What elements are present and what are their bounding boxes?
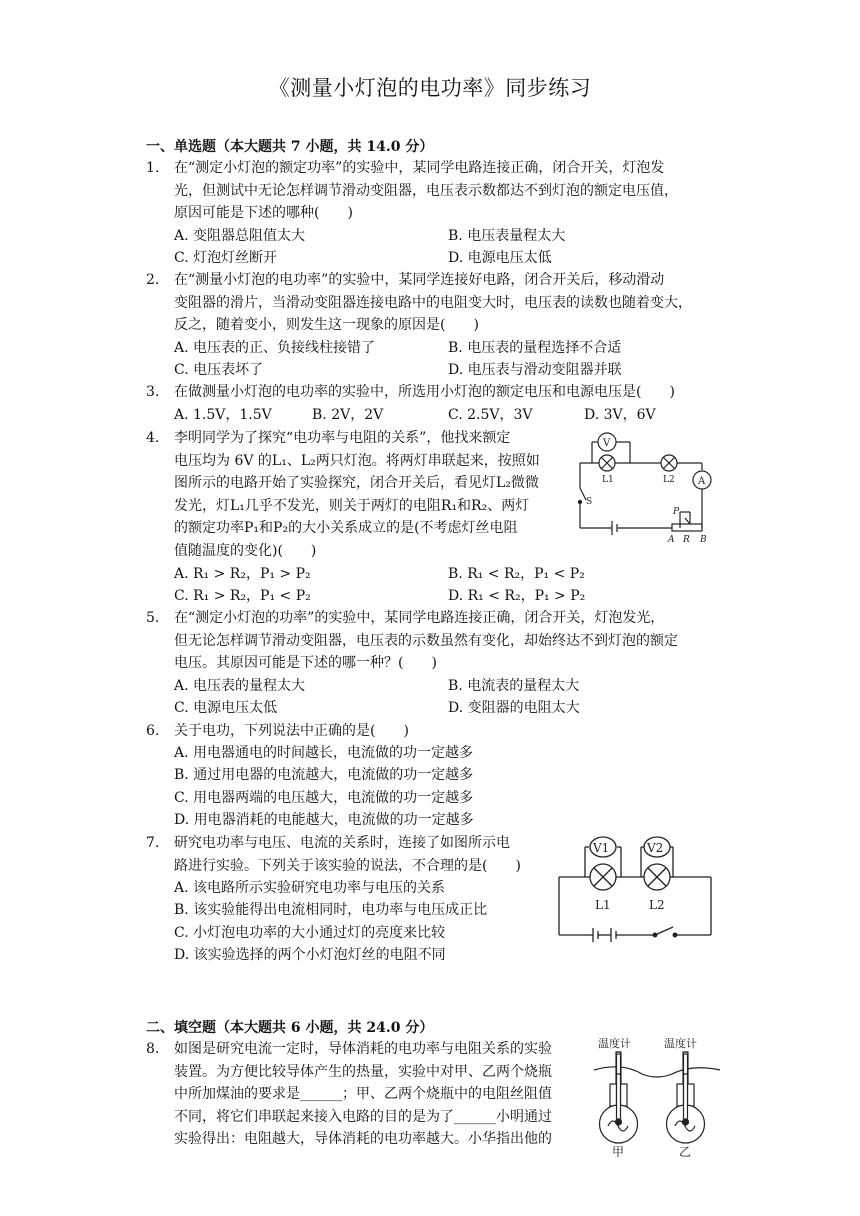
fig-label: V2: [647, 841, 664, 855]
question-number: 2.: [146, 272, 160, 288]
question-line: 但无论怎样调节滑动变阻器，电压表的示数虽然有变化，却始终达不到灯泡的额定: [174, 632, 678, 649]
fig-label: V1: [593, 841, 610, 855]
fig-label: 温度计: [664, 1037, 697, 1050]
section-heading-fill-blank: 二、填空题（本大题共 6 小题，共 24.0 分）: [146, 1020, 434, 1036]
question-line: 电压均为 6V 的L₁、L₂两只灯泡。将两灯串联起来，按照如: [174, 452, 540, 469]
question-line: 的额定功率P₁和P₂的大小关系成立的是(不考虑灯丝电阻: [174, 520, 518, 536]
question-line: 不同，将它们串联起来接入电路的目的是为了______小明通过: [174, 1108, 552, 1125]
question-line: 在“测定小灯泡的功率”的实验中，某同学电路连接正确，闭合开关，灯泡发光，: [174, 610, 665, 626]
question-number: 5.: [146, 610, 160, 626]
option-b[interactable]: B. 通过用电器的电流越大，电流做的功一定越多: [174, 767, 474, 783]
fig-label: L2: [663, 475, 675, 485]
fig-label: A: [668, 535, 675, 544]
rheostat-icon: [672, 524, 702, 531]
option-c[interactable]: C. 灯泡灯丝断开: [174, 250, 278, 266]
question-number: 3.: [146, 384, 160, 400]
option-d[interactable]: D. 用电器消耗的电能越大，电流做的功一定越多: [174, 812, 474, 828]
question-number: 4.: [146, 430, 160, 446]
question-line: 李明同学为了探究“电功率与电阻的关系”，他找来额定: [174, 430, 511, 446]
option-b[interactable]: B. 电压表的量程选择不合适: [448, 340, 622, 356]
question-line: 发光，灯L₁几乎不发光，则关于两灯的电阻R₁和R₂、两灯: [174, 497, 530, 514]
question-line: 在做测量小灯泡的电功率的实验中，所选用小灯泡的额定电压和电源电压是( ): [174, 384, 675, 400]
option-c[interactable]: C. 小灯泡电功率的大小通过灯的亮度来比较: [174, 925, 446, 941]
option-a[interactable]: A. 电压表的量程太大: [174, 678, 306, 694]
option-b[interactable]: B. 2V，2V: [312, 407, 384, 423]
fig-label: L2: [649, 898, 665, 912]
fig-label: L1: [595, 898, 611, 912]
switch-icon: [655, 927, 673, 935]
section-heading-single-choice: 一、单选题（本大题共 7 小题，共 14.0 分）: [146, 139, 434, 155]
question-number: 8.: [146, 1041, 160, 1057]
fig-label: A: [698, 476, 706, 487]
fig-label: B: [700, 535, 707, 544]
question-line: 中所加煤油的要求是______；甲、乙两个烧瓶中的电阻丝阻值: [174, 1086, 552, 1102]
question-line: 反之，随着变小，则发生这一现象的原因是( ): [174, 317, 479, 333]
fig-label: 乙: [679, 1145, 692, 1158]
question-line: 值随温度的变化)( ): [174, 542, 317, 559]
question-number: 6.: [146, 723, 160, 739]
question-line: 路进行实验。下列关于该实验的说法，不合理的是( ): [174, 857, 521, 874]
question-line: 变阻器的滑片，当滑动变阻器连接电路中的电阻变大时，电压表的读数也随着变大，: [174, 294, 692, 311]
option-b[interactable]: B. R₁ < R₂，P₁ < P₂: [448, 566, 585, 582]
question-line: 装置。为方便比较导体产生的热量，实验中对甲、乙两个烧瓶: [174, 1063, 552, 1080]
question-line: 在“测定小灯泡的额定功率”的实验中，某同学电路连接正确，闭合开关，灯泡发: [174, 160, 665, 176]
question-number: 7.: [146, 835, 160, 851]
option-a[interactable]: A. 变阻器总阻值太大: [174, 228, 306, 244]
option-a[interactable]: A. 用电器通电的时间越长，电流做的功一定越多: [174, 745, 474, 761]
q4-circuit-diagram: [572, 428, 718, 544]
q7-circuit-diagram: [555, 833, 715, 945]
question-line: 电压。其原因可能是下述的哪一种？( ): [174, 655, 437, 671]
question-number: 1.: [146, 160, 160, 176]
option-a[interactable]: A. 电压表的正、负接线柱接错了: [174, 340, 376, 356]
question-line: 关于电功，下列说法中正确的是( ): [174, 723, 409, 739]
option-a[interactable]: A. 1.5V，1.5V: [174, 407, 272, 423]
q8-flask-diagram: [592, 1034, 722, 1158]
option-c[interactable]: C. 2.5V，3V: [448, 407, 533, 423]
option-c[interactable]: C. 电源电压太低: [174, 700, 278, 716]
option-d[interactable]: D. 电源电压太低: [448, 250, 552, 266]
fig-label: S: [586, 497, 593, 507]
question-line: 原因可能是下述的哪种( ): [174, 205, 353, 221]
option-c[interactable]: C. 电压表坏了: [174, 362, 264, 378]
option-b[interactable]: B. 电流表的量程太大: [448, 678, 580, 694]
fig-label: R: [683, 535, 690, 544]
option-d[interactable]: D. 变阻器的电阻太大: [448, 700, 580, 716]
question-line: 在“测量小灯泡的电功率”的实验中，某同学连接好电路，闭合开关后，移动滑动: [174, 272, 665, 288]
option-c[interactable]: C. 用电器两端的电压越大，电流做的功一定越多: [174, 790, 474, 806]
option-d[interactable]: D. R₁ < R₂，P₁ > P₂: [448, 588, 586, 604]
fig-label: L1: [602, 475, 614, 485]
option-d[interactable]: D. 该实验选择的两个小灯泡灯丝的电阻不同: [174, 947, 446, 963]
option-a[interactable]: A. 该电路所示实验研究电功率与电压的关系: [174, 880, 446, 896]
option-d[interactable]: D. 电压表与滑动变阻器并联: [448, 362, 622, 378]
question-line: 研究电功率与电压、电流的关系时，连接了如图所示电: [174, 835, 510, 851]
option-b[interactable]: B. 电压表量程太大: [448, 228, 566, 244]
question-line: 光，但测试中无论怎样调节滑动变阻器，电压表示数都达不到灯泡的额定电压值，: [174, 182, 678, 199]
question-line: 图所示的电路开始了实验探究，闭合开关后，看见灯L₂微微: [174, 475, 539, 491]
option-b[interactable]: B. 该实验能得出电流相同时，电功率与电压成正比: [174, 902, 488, 918]
fig-label: P: [673, 507, 680, 517]
question-line: 实验得出：电阻越大，导体消耗的电功率越大。小华指出他的: [174, 1131, 552, 1147]
page-title: 《测量小灯泡的电功率》同步练习: [268, 76, 592, 100]
option-d[interactable]: D. 3V，6V: [584, 407, 656, 423]
fig-label: 温度计: [598, 1037, 631, 1050]
option-a[interactable]: A. R₁ > R₂，P₁ > P₂: [174, 566, 311, 582]
question-line: 如图是研究电流一定时，导体消耗的电功率与电阻关系的实验: [174, 1041, 552, 1057]
fig-label: 甲: [612, 1145, 625, 1158]
option-c[interactable]: C. R₁ > R₂，P₁ < P₂: [174, 588, 311, 604]
fig-label: V: [603, 438, 611, 449]
